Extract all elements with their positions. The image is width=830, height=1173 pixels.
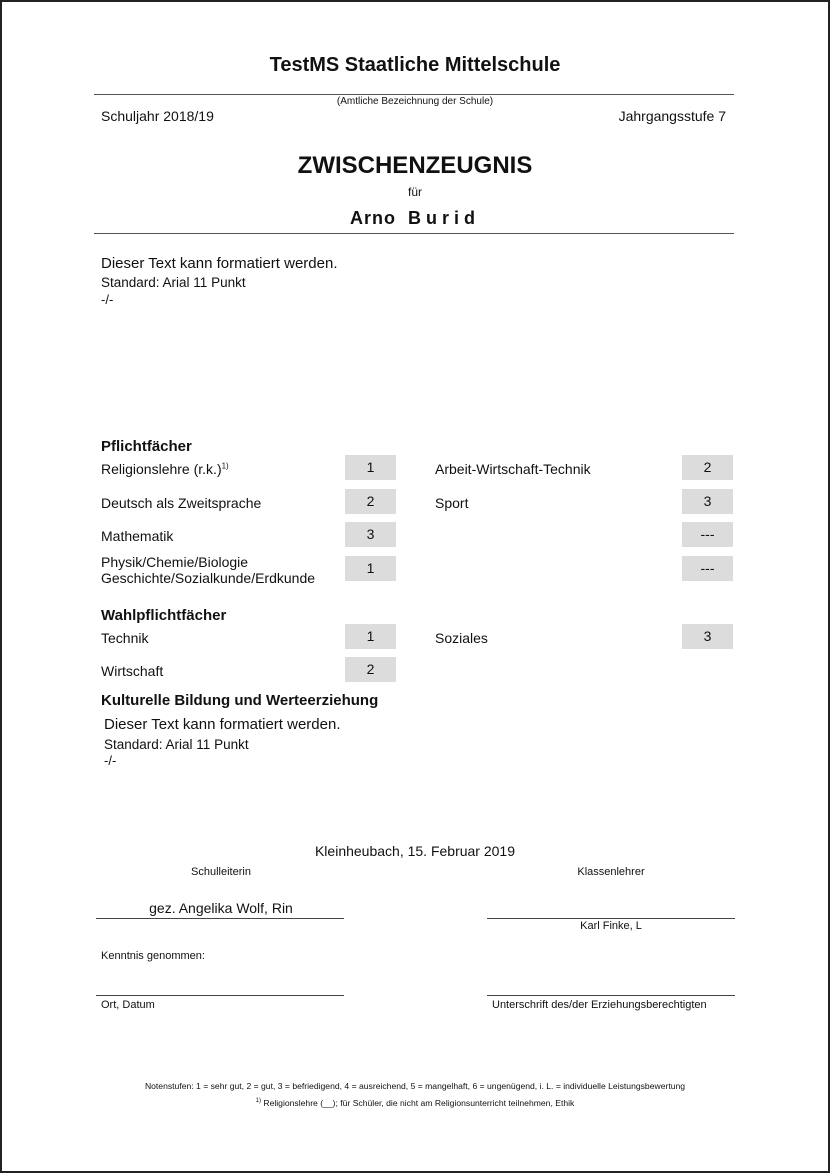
- student-last-name: Burid: [408, 208, 480, 228]
- subject-label: Physik/Chemie/Biologie: [101, 554, 249, 570]
- subject-label: Deutsch als Zweitsprache: [101, 495, 262, 511]
- grade-box: 2: [682, 455, 733, 480]
- teacher-name: Karl Finke, L: [580, 920, 642, 932]
- teacher-label: Klassenlehrer: [577, 866, 645, 878]
- remarks-line-2: Standard: Arial 11 Punkt: [101, 275, 246, 290]
- grade-box: 1: [345, 556, 396, 581]
- grade-box: 3: [345, 522, 396, 547]
- footnote-marker: 1): [221, 461, 229, 471]
- kultur-line-2: Standard: Arial 11 Punkt: [104, 737, 249, 752]
- principal-signature: gez. Angelika Wolf, Rin: [149, 900, 293, 916]
- name-rule: [94, 233, 734, 234]
- subject-label: Geschichte/Sozialkunde/Erdkunde: [101, 570, 316, 586]
- document-title: ZWISCHENZEUGNIS: [297, 152, 533, 179]
- grade-box: 2: [345, 489, 396, 514]
- subject-label: Soziales: [435, 630, 488, 646]
- for-label: für: [407, 185, 422, 199]
- footnote-mark: 1): [255, 1098, 261, 1105]
- grade-box: 2: [345, 657, 396, 682]
- grade-level: Jahrgangsstufe 7: [618, 108, 726, 124]
- school-name-caption: (Amtliche Bezeichnung der Schule): [336, 96, 494, 107]
- subject-label: Sport: [435, 495, 469, 511]
- school-year: Schuljahr 2018/19: [101, 108, 214, 124]
- grade-box: 1: [345, 624, 396, 649]
- grade-box: 3: [682, 489, 733, 514]
- teacher-signature-line: [487, 918, 735, 919]
- subject-label: Mathematik: [101, 528, 174, 544]
- grade-box: ---: [682, 556, 733, 581]
- kultur-heading: Kulturelle Bildung und Werteerziehung: [101, 692, 379, 709]
- place-date-label: Ort, Datum: [101, 999, 155, 1011]
- subject-label: [101, 461, 229, 477]
- school-name: TestMS Staatliche Mittelschule: [269, 54, 561, 76]
- kultur-line-3: -/-: [104, 753, 117, 768]
- principal-signature-line: [96, 918, 344, 919]
- place-date: Kleinheubach, 15. Februar 2019: [314, 843, 516, 859]
- school-name-rule: [94, 94, 734, 95]
- pflicht-heading: Pflichtfächer: [101, 438, 192, 455]
- parent-signature-label: Unterschrift des/der Erziehungsberechtigten: [492, 999, 707, 1011]
- kultur-line-1: Dieser Text kann formatiert werden.: [104, 716, 341, 733]
- remarks-line-1: Dieser Text kann formatiert werden.: [101, 255, 338, 272]
- student-name: [2, 208, 828, 229]
- subject-label: Arbeit-Wirtschaft-Technik: [435, 461, 591, 477]
- grade-box: 1: [345, 455, 396, 480]
- subject-label: Wirtschaft: [101, 663, 164, 679]
- student-first-name: Arno: [349, 208, 396, 228]
- grade-box: 3: [682, 624, 733, 649]
- grade-box: ---: [682, 522, 733, 547]
- wahlpflicht-heading: Wahlpflichtfächer: [101, 607, 227, 624]
- subject-label: Technik: [101, 630, 149, 646]
- subject-name: Religionslehre (r.k.): [101, 461, 222, 477]
- footnote: [2, 1098, 828, 1108]
- parent-signature-line: [487, 995, 735, 996]
- footnote-text: Religionslehre (__); für Schüler, die nicht am Religionsunterricht teilnehmen, Ethik: [263, 1098, 575, 1108]
- place-date-line: [96, 995, 344, 996]
- acknowledged-label: Kenntnis genommen:: [101, 950, 205, 962]
- grading-scale: Notenstufen: 1 = sehr gut, 2 = gut, 3 = befriedigend, 4 = ausreichend, 5 = mangelhaft, 6 = ungenügend, i. L. = individuelle Leistungsbewertung: [144, 1081, 686, 1091]
- remarks-line-3: -/-: [101, 292, 114, 307]
- principal-label: Schulleiterin: [191, 866, 251, 878]
